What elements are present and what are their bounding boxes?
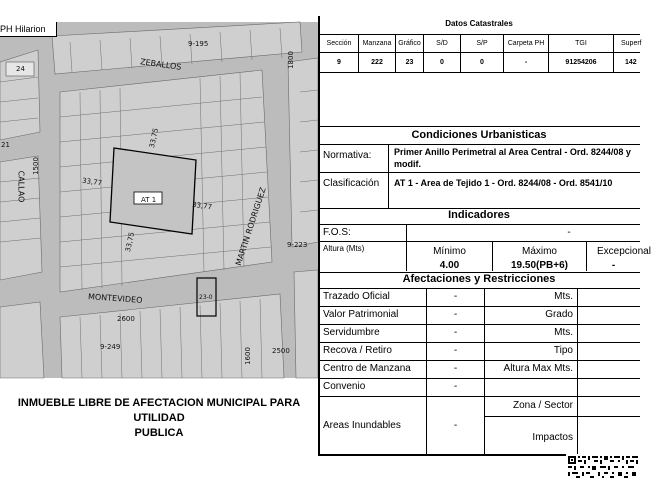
- minimo-value: 4.00: [439, 260, 460, 271]
- normativa-value-line-1: Primer Anillo Perimetral al Area Central - Ord. 8244/08 y: [394, 147, 631, 157]
- street-number-2500: 2500: [272, 347, 290, 355]
- block-249: 9-249: [100, 343, 121, 351]
- afectaciones-title: Afectaciones y Restricciones: [402, 273, 556, 285]
- lot-23: 23-0: [199, 294, 213, 301]
- afectacion-label-trazado: Trazado Oficial: [323, 291, 390, 302]
- catastro-value-carpeta-ph: -: [524, 59, 528, 66]
- afectacion-value-convenio: -: [453, 381, 458, 392]
- zona-sector-label: Zona / Sector: [512, 400, 573, 411]
- afectacion-value-trazado: -: [453, 291, 458, 302]
- catastro-value-sp: 0: [480, 59, 484, 66]
- fos-value: -: [567, 227, 571, 238]
- cadastral-map: [0, 22, 318, 378]
- afectacion-value-recova: -: [453, 345, 458, 356]
- catastro-header-tgi: TGI: [575, 40, 587, 47]
- afectacion-detail-patrimonial: Grado: [545, 309, 573, 320]
- catastro-header-manzana: Manzana: [362, 40, 392, 47]
- catastro-value-seccion: 9: [337, 59, 341, 66]
- street-martin-rodriguez: MARTIN RODRIGUEZ: [233, 186, 268, 267]
- areas-inundables-label: Areas Inundables: [323, 420, 401, 431]
- lot-24: 24: [16, 65, 25, 73]
- minimo-label: Mínimo: [433, 246, 466, 257]
- areas-inundables-value: -: [453, 420, 458, 431]
- maximo-label: Máximo: [521, 246, 557, 257]
- catastro-header-seccion: Sección: [326, 40, 352, 47]
- condiciones-title: Condiciones Urbanisticas: [411, 129, 547, 141]
- fos-label: F.O.S:: [323, 227, 351, 238]
- afectacion-label-convenio: Convenio: [323, 381, 366, 392]
- excepcional-value: -: [611, 260, 616, 271]
- excepcional-label: Excepcional: [597, 246, 651, 257]
- street-number-2600: 2600: [117, 315, 135, 323]
- catastro-value-manzana: 222: [371, 59, 383, 66]
- zone-label-at1: AT 1: [141, 196, 157, 204]
- catastro-header-carpeta-ph: Carpeta PH: [507, 40, 545, 47]
- notice-line-2: PUBLICA: [134, 427, 184, 439]
- street-montevideo: MONTEVIDEO: [87, 292, 143, 305]
- map-corner-label: PH Hilarion: [0, 22, 57, 37]
- indicadores-title: Indicadores: [448, 209, 510, 221]
- catastro-header-superficie: Superf: [621, 40, 642, 47]
- notice-line-1: INMUEBLE LIBRE DE AFECTACION MUNICIPAL PARA UTILIDAD: [17, 397, 301, 424]
- altura-label: Altura (Mts): [323, 244, 365, 253]
- catastro-value-sd: 0: [440, 59, 444, 66]
- street-number-1500: 1500: [31, 157, 40, 175]
- catastro-value-tgi: 91254206: [565, 59, 597, 66]
- street-number-21: 21: [1, 141, 10, 149]
- normativa-label: Normativa:: [323, 150, 372, 161]
- catastro-title: Datos Catastrales: [445, 19, 513, 28]
- afectacion-detail-trazado: Mts.: [554, 291, 573, 302]
- info-panel: [318, 16, 651, 456]
- maximo-value: 19.50(PB+6): [511, 260, 568, 271]
- afectacion-label-servidumbre: Servidumbre: [323, 327, 380, 338]
- afectacion-detail-recova: Tipo: [553, 345, 573, 356]
- catastro-header-sp: S/P: [476, 40, 488, 47]
- street-number-1600: 1600: [243, 347, 252, 365]
- afectacion-value-servidumbre: -: [453, 327, 458, 338]
- afectacion-value-patrimonial: -: [453, 309, 458, 320]
- notice-text: [0, 396, 318, 441]
- catastro-header-grafico: Gráfico: [398, 40, 421, 47]
- afectacion-detail-servidumbre: Mts.: [554, 327, 573, 338]
- clasificacion-value: AT 1 - Area de Tejido 1 - Ord. 8244/08 - Ord. 8541/10: [394, 178, 613, 188]
- dimension-top: 33,75: [148, 127, 161, 149]
- dimension-left: 33,77: [81, 176, 103, 188]
- afectacion-detail-centro-manzana: Altura Max Mts.: [503, 363, 573, 374]
- qr-code-icon: [566, 454, 640, 480]
- street-number-1800: 1800: [286, 51, 295, 69]
- clasificacion-label: Clasificación: [323, 178, 380, 189]
- catastro-value-grafico: 23: [405, 59, 414, 66]
- map-graphic: [0, 22, 318, 378]
- catastro-value-superficie: 142: [625, 59, 637, 66]
- street-zeballos: ZEBALLOS: [139, 57, 182, 72]
- street-callao: CALLAO: [16, 170, 26, 203]
- normativa-value-line-2: modif.: [394, 159, 421, 169]
- impactos-label: Impactos: [532, 432, 573, 443]
- catastro-header-sd: S/D: [436, 40, 448, 47]
- dimension-bottom: 33,75: [124, 231, 137, 253]
- block-223: 9-223: [287, 241, 308, 249]
- afectacion-label-recova: Recova / Retiro: [323, 345, 392, 356]
- afectacion-label-patrimonial: Valor Patrimonial: [323, 309, 399, 320]
- dimension-right: 33,77: [191, 200, 213, 212]
- afectacion-value-centro-manzana: -: [453, 363, 458, 374]
- block-195: 9-195: [188, 40, 209, 48]
- afectacion-label-centro-manzana: Centro de Manzana: [323, 363, 411, 374]
